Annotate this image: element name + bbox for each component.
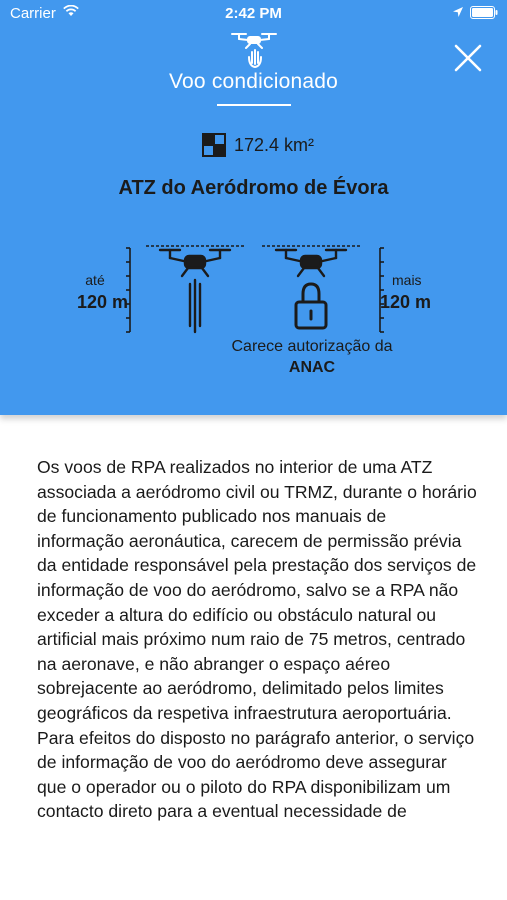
left-ruler-icon	[126, 248, 130, 332]
authorization-note	[222, 336, 402, 378]
drone-logo-icon	[226, 30, 282, 72]
battery-icon	[470, 6, 498, 19]
altitude-below	[62, 272, 128, 313]
area-grid-icon	[202, 133, 226, 157]
area-value: 172.4 km²	[234, 135, 315, 155]
carrier-label: Carrier	[10, 5, 56, 22]
page-title: Voo condicionado	[168, 70, 338, 93]
altitude-diagram	[120, 236, 390, 336]
altitude-above-label: mais	[392, 272, 422, 288]
altitude-below-value: 120 m	[76, 292, 128, 312]
status-bar	[0, 0, 507, 28]
altitude-above-value: 120 m	[380, 292, 432, 312]
status-time: 2:42 PM	[225, 5, 282, 22]
altitude-below-label: até	[85, 272, 105, 288]
zone-name: ATZ do Aeródromo de Évora	[118, 177, 389, 199]
location-arrow-icon	[453, 7, 463, 17]
zone-description: Os voos de RPA realizados no interior de uma ATZ associada a aeródromo civil ou TRMZ, durante o horário de funcionamento publicado nos manuais de informação aeronáutica, carecem de permissão prévia da entidade responsável pela prestação dos serviços de informação de voo do aeródromo, salvo se a RPA não exceder a altura do edifício ou obstáculo natural ou artificial mais próximo num raio de 75 metros, centrado na aeronave, e não abranger o espaço aéreo sobrejacente ao aeródromo, delimitado pelos limites geográficos da respetiva infraestrutura aeroportuária. Para efeitos do disposto no parágrafo anterior, o serviço de informação de voo do aeródromo deve assegurar que o operador ou o piloto do RPA disponibilizam um contacto direto para a eventual necessidade de	[37, 457, 477, 822]
drone-above-icon	[276, 250, 346, 276]
zone-header	[0, 0, 507, 415]
authorization-text: Carece autorização da	[231, 338, 393, 355]
lock-icon	[296, 284, 326, 328]
title-underline	[217, 104, 291, 106]
drone-below-icon	[160, 250, 230, 332]
authorization-entity: ANAC	[288, 359, 336, 376]
altitude-above	[380, 272, 446, 313]
